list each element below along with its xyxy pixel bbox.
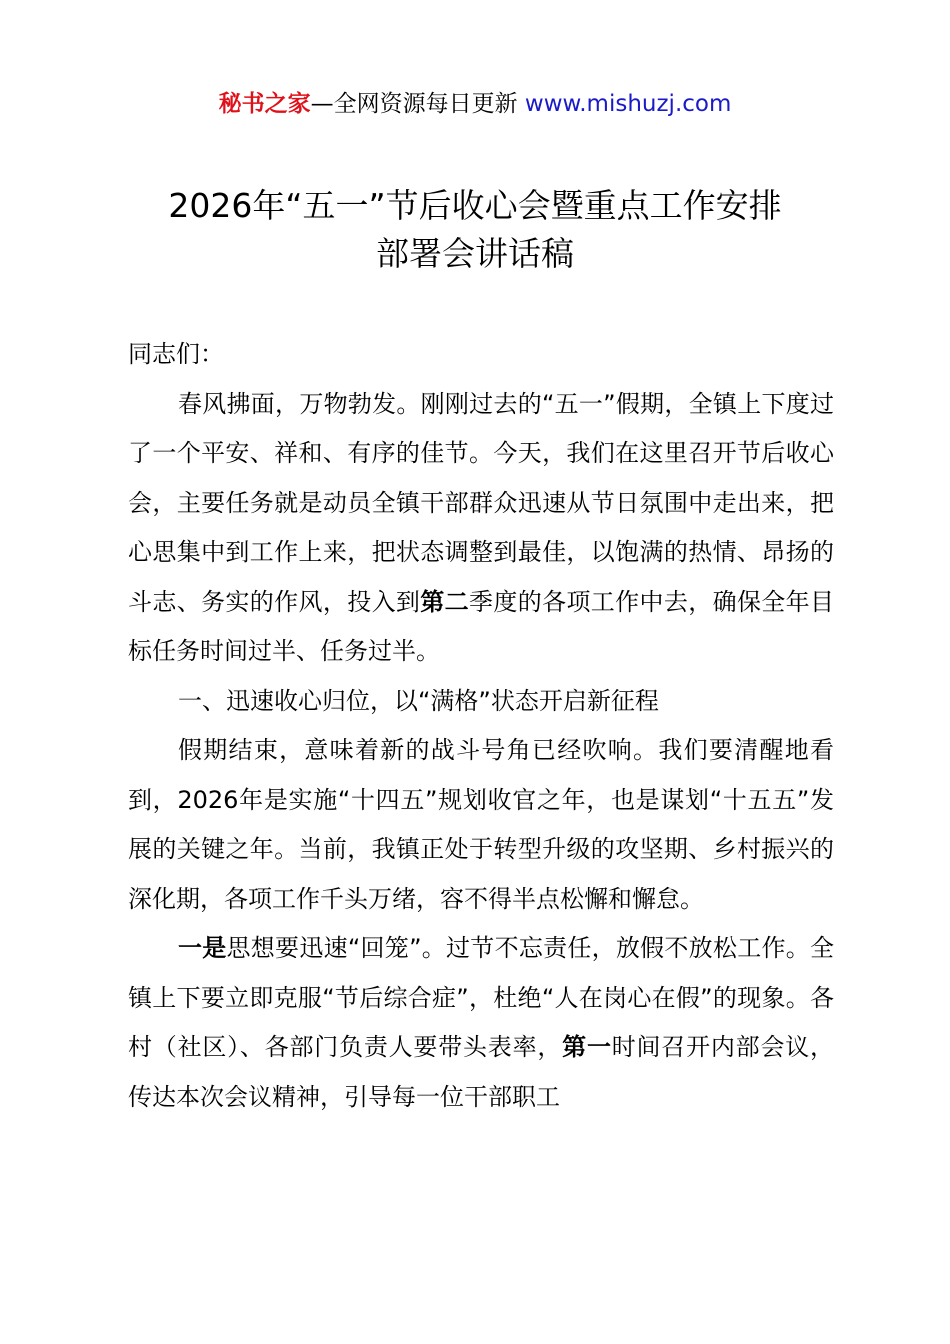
paragraph-opening-bold: 第二 <box>420 587 470 616</box>
paragraph-opening <box>128 380 834 677</box>
salutation: 同志们： <box>128 340 224 368</box>
site-url-link[interactable]: www.mishuzj.com <box>524 91 732 117</box>
title-line-2: 部署会讲话稿 <box>376 234 574 273</box>
header-tagline: —全网资源每日更新 <box>310 91 518 117</box>
document-body <box>128 330 834 1122</box>
paragraph-opening-text-b: 季度的各项工作中去，确保全年目标任务时间过半、任务过半。 <box>128 587 835 665</box>
point-1-bold-first: 第一 <box>562 1033 612 1061</box>
brand-name: 秘书之家 <box>218 91 311 117</box>
site-header <box>0 88 950 120</box>
paragraph-section-1: 假期结束，意味着新的战斗号角已经吹响。我们要清醒地看到，2026年是实施“十四五”规划收官之年，也是谋划“十五五”发展的关键之年。当前，我镇正处于转型升级的攻坚期、乡村振兴的深化期，各项工作千头万绪，容不得半点松懈和懈怠。 <box>128 736 834 913</box>
point-1-text-b: 时间召开内部会议，传达本次会议精神，引导每一位干部职工 <box>128 1033 835 1111</box>
point-1-label: 一是 <box>178 934 227 962</box>
document-title <box>100 182 850 278</box>
title-line-1: 2026年“五一”节后收心会暨重点工作安排 <box>168 186 782 225</box>
paragraph-opening-text-a: 春风拂面，万物勃发。刚刚过去的“五一”假期，全镇上下度过了一个平安、祥和、有序的佳节。今天，我们在这里召开节后收心会，主要任务就是动员全镇干部群众迅速从节日氛围中走出来，把心思集中到工作上来，把状态调整到最佳，以饱满的热情、昂扬的斗志、务实的作风，投入到 <box>128 389 834 616</box>
paragraph-point-1 <box>128 924 834 1122</box>
point-1-text-a: 思想要迅速“回笼”。过节不忘责任，放假不放松工作。全镇上下要立即克服“节后综合症”，杜绝“人在岗心在假”的现象。各村（社区）、各部门负责人要带头表率， <box>128 934 834 1061</box>
section-heading-1: 一、迅速收心归位，以“满格”状态开启新征程 <box>178 686 659 715</box>
